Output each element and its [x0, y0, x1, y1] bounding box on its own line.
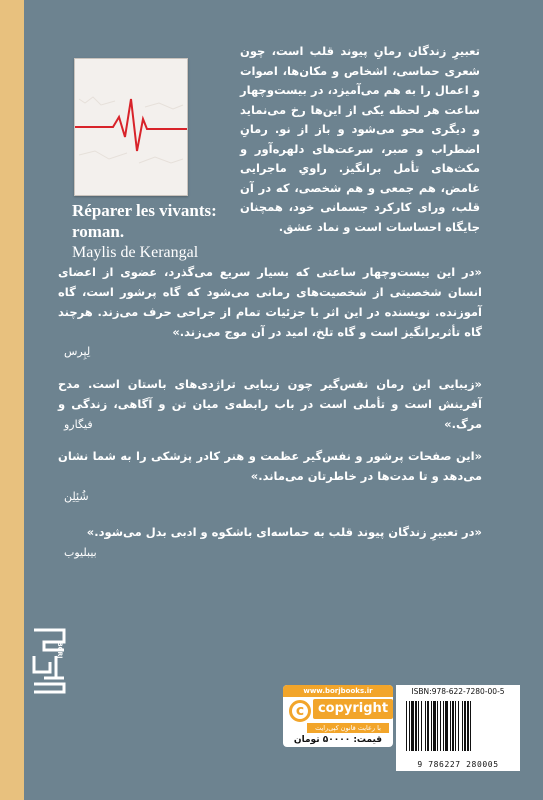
review-quote-2: «زیبایی این رمان نفس‌گیر چون زیبایی تراژدی‌های باستان است. مدح آفرینش است و تأملی است در باب رابطه‌ی میان تن و آگاهی، زندگی و مرگ.»: [58, 377, 482, 431]
review-source-2: فیگارو: [64, 418, 93, 431]
copyright-label: copyright: [313, 699, 393, 719]
copyright-box: [283, 685, 393, 747]
price-label: قیمت: ۵۰۰۰۰ تومان: [293, 735, 383, 745]
thumbnail-caption: [72, 200, 242, 263]
book-summary: تعبیرِ زندگان رمانِ پیوند قلب است، چون شعری حماسی، اشخاص و مکان‌ها، اصوات و اعمال را به هم می‌آمیزد، در بیست‌وچهار ساعت هر لحظه یکی از این‌ها رخ می‌نماید و دیگری محو می‌شود و باز از نو. رمانِ اضطراب و صبر، سرعت‌های دلهره‌آور و مکث‌های تأمل برانگیز. راویِ ماجرایی غامض، هم جمعی و هم شخصی، که در آن قلب، ورای کارکرد جسمانی خود، همچنان جایگاه احساسات است و نماد عشق.: [240, 44, 480, 234]
review-quote-1: «در این بیست‌وچهار ساعتی که بسیار سریع می‌گذرد، عضوی از اعضای انسان شخصیتی از شخصیت‌های رمانی می‌شود که گاه پرشور است، گاه آموزنده. نویسنده در این اثر با جزئیات تمام از جراحی حرف می‌زند. هرچند گاه تأثربرانگیز است و گاه تلخ، امید در آن موج می‌زند.»: [58, 265, 482, 339]
publisher-logo-text: BORJ: [56, 642, 63, 659]
review-source-3: شُئِلِن: [64, 490, 89, 503]
review-quote-3: «این صفحات پرشور و نفس‌گیر عظمت و هنر کادر پزشکی را به شما نشان می‌دهد و تا مدت‌ها در خاطرتان می‌ماند.»: [58, 449, 482, 483]
publisher-logo: [30, 626, 70, 700]
review-source-4: بیبلیوب: [64, 546, 97, 559]
book-author: Maylis de Kerangal: [72, 244, 199, 261]
barcode-box: [396, 685, 520, 771]
review-quote-4: «در تعبیرِ زندگان پیوند قلب به حماسه‌ای باشکوه و ادبی بدل می‌شود.»: [86, 525, 482, 539]
barcode-icon: [402, 699, 514, 755]
barcode-digits: 9 786227 280005: [417, 760, 499, 769]
isbn-text: ISBN:978-622-7280-00-5: [411, 687, 505, 696]
cover-thumbnail: [74, 58, 188, 196]
book-spine: [0, 0, 24, 800]
review-source-1: لِپِرس: [64, 345, 91, 358]
book-title: Réparer les vivants: roman.: [72, 201, 217, 241]
copyright-subtitle: با رعایت قانون کپی‌رایت: [307, 723, 389, 733]
copyright-icon: c: [289, 700, 311, 722]
publisher-website: www.borjbooks.ir: [283, 685, 393, 697]
heartbeat-line-icon: [75, 59, 187, 195]
